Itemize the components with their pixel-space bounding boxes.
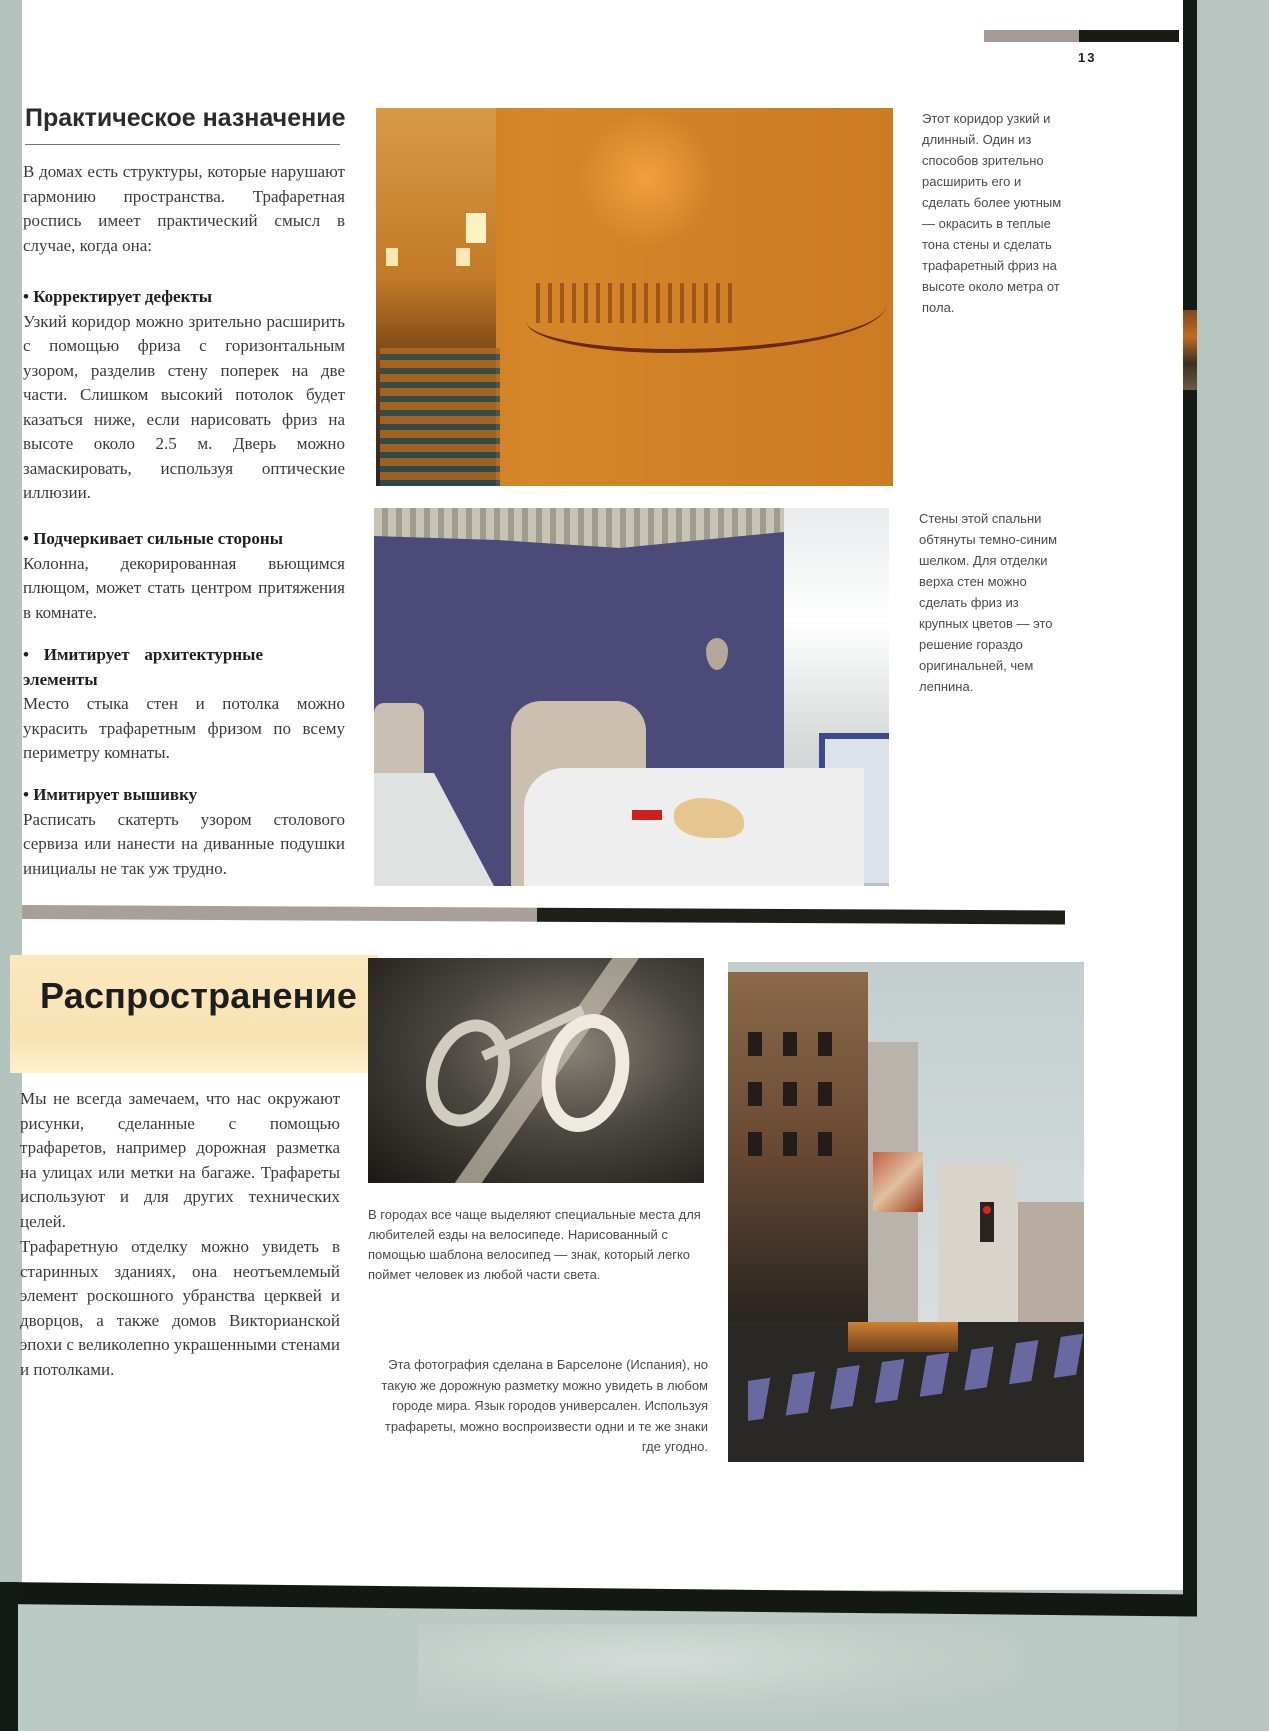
header-bar-dark [1079,30,1179,42]
title-underline [25,144,340,145]
section-divider-bar [22,905,1065,924]
corridor-caption: Этот коридор узкий и длинный. Один из способов зрительно расширить его и сделать более уютным — окрасить в теплые тона стены и сделать трафаретный фриз на высоте около метра от пола. [922,111,1062,315]
bicycle-caption: В городах все чаще выделяют специальные места для любителей езды на велосипеде. Нарисованный с помощью шаблона велосипед — знак, который легко поймет человек из любой части света. [368,1207,701,1282]
distribution-paragraph-1 [20,1087,340,1234]
header-bar-light [984,30,1079,42]
book-cover-edge-left [0,1582,18,1731]
scan-background-left [0,0,22,1590]
page-number: 13 [1078,50,1097,65]
bullet-text: Узкий коридор можно зрительно расширить с помощью фриза с горизонтальным узором, разделив стену поперек на две части. Слишком высокий потолок будет казаться ниже, если нарисовать фриз на высоте около 2.5 м. Дверь можно замаскировать, используя оптические иллюзии. [23,311,345,502]
intro-paragraph [23,160,345,258]
bullet-heading: • Корректирует дефекты [23,287,213,306]
bullet-block-strengths [23,527,345,625]
traffic-light [980,1202,994,1242]
bullet-heading: • Имитирует вышивку [23,785,198,804]
paper-texture [418,1624,1018,1714]
header-bar [984,30,1179,42]
bullet-heading: • Имитирует архитектурные элементы [23,645,263,689]
bullet-heading: • Подчеркивает сильные стороны [23,529,283,548]
under-page-area [18,1604,1178,1731]
intro-text: В домах есть структуры, которые нарушают гармонию пространства. Трафаретная роспись имеет практический смысл в случае, когда она: [23,162,345,255]
section-title-distribution: Распространение [40,975,358,1016]
barcelona-street-photo [728,962,1084,1462]
scan-background-right [1195,0,1269,1731]
corridor-photo [376,108,893,486]
distribution-paragraph-2 [20,1235,340,1382]
bullet-block-architecture [23,643,345,766]
barcelona-caption: Эта фотография сделана в Барселоне (Испания), но такую же дорожную разметку можно увидеть в любом городе мира. Язык городов универсален. Используя трафареты, можно воспроизвести одни и те же знаки где угодно. [381,1357,708,1454]
bullet-block-embroidery [23,783,345,881]
book-cover-edge-right [1183,0,1197,1600]
bedroom-caption: Стены этой спальни обтянуты темно-синим шелком. Для отделки верха стен можно сделать фриз из крупных цветов — это решение гораздо оригинальней, чем лепнина. [919,511,1058,694]
paragraph-text: Трафаретную отделку можно увидеть в старинных зданиях, она неотъемлемый элемент роскошного убранства церквей и дворцов, а также домов Викторианской эпохи с великолепно украшенными стенами и потолками. [20,1237,340,1379]
bicycle-road-marking-photo [368,958,704,1183]
bullet-text: Колонна, декорированная вьющимся плющом, может стать центром притяжения в комнате. [23,553,345,622]
bedroom-photo [374,508,889,886]
book-page [22,0,1184,1590]
paragraph-text: Мы не всегда замечаем, что нас окружают рисунки, сделанные с помощью трафаретов, например дорожная разметка на улицах или метки на багаже. Трафареты используют и для других технических целей. [20,1089,340,1231]
bullet-block-defects [23,285,345,506]
bullet-text: Место стыка стен и потолка можно украсить трафаретным фризом по всему периметру комнаты. [23,694,345,762]
section-title-practical-purpose: Практическое назначение [25,104,346,132]
bullet-text: Расписать скатерть узором столового сервиза или нанести на диванные подушки инициалы не так уж трудно. [23,809,345,878]
